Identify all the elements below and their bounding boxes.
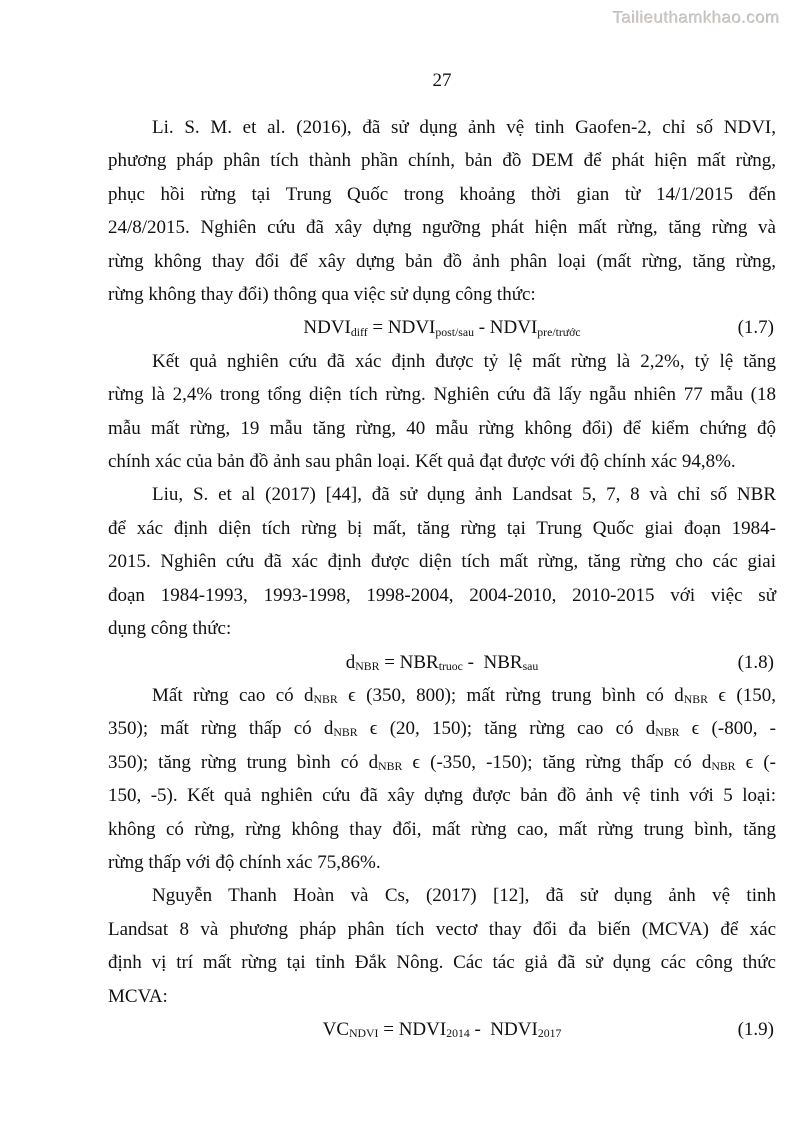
subscript: sau xyxy=(522,659,539,673)
subscript: diff xyxy=(350,325,368,339)
subscript: NBR xyxy=(313,693,338,707)
text-line: không có rừng, rừng không thay đổi, mất rừng cao, mất rừng trung bình, tăng xyxy=(108,818,776,840)
subscript: NBR xyxy=(333,726,358,740)
text-line: chính xác của bản đồ ảnh sau phân loại. Kết quả đạt được với độ chính xác 94,8%. xyxy=(108,451,736,473)
text-line: 350); mất rừng thấp có $d_{NBR}$ ϵ (20, 150); tăng rừng cao có $d_{NBR}$ ϵ (-800, - xyxy=(108,718,776,740)
text-line: Liu, S. et al (2017) [44], đã sử dụng ảnh Landsat 5, 7, 8 và chỉ số NBR xyxy=(152,484,776,506)
subscript: post/sau xyxy=(435,325,474,339)
text-line: Li. S. M. et al. (2016), đã sử dụng ảnh vệ tinh Gaofen-2, chỉ số NDVI, xyxy=(152,117,776,138)
text-line: 350); tăng rừng trung bình có $d_{NBR}$ ϵ (-350, -150); tăng rừng thấp có $d_{NBR}$ ϵ (- xyxy=(108,751,776,773)
subscript: 2014 xyxy=(446,1027,470,1041)
formula-vc-ndvi xyxy=(108,1013,776,1046)
text-line: đoạn 1984-1993, 1993-1998, 1998-2004, 2004-2010, 2010-2015 với việc sử xyxy=(108,584,776,606)
text-line: MCVA: xyxy=(108,985,168,1007)
page-number: 27 xyxy=(432,70,452,91)
text-block xyxy=(108,111,776,1046)
text-line: phục hồi rừng tại Trung Quốc trong khoảng thời gian từ 14/1/2015 đến xyxy=(108,183,776,205)
text-line: 150, -5). Kết quả nghiên cứu đã xây dựng được bản đồ ảnh vệ tinh với 5 loại: xyxy=(108,785,776,807)
text-line: rừng không thay đổi) thông qua việc sử dụng công thức: xyxy=(108,284,536,306)
text-line: rừng không thay đổi để xây dựng bản đồ ảnh phân loại (mất rừng, tăng rừng, xyxy=(108,250,776,272)
text-line: để xác định diện tích rừng bị mất, tăng rừng tại Trung Quốc giai đoạn 1984- xyxy=(108,517,776,539)
formula-number: (1.8) xyxy=(737,651,774,673)
text-line: Mất rừng cao có $d_{NBR}$ ϵ (350, 800); mất rừng trung bình có $d_{NBR}$ ϵ (150, xyxy=(152,684,776,707)
formula-number: (1.7) xyxy=(737,317,774,339)
subscript: NBR xyxy=(711,759,736,773)
text-line: Nguyễn Thanh Hoàn và Cs, (2017) [12], đã sử dụng ảnh vệ tinh xyxy=(152,885,776,907)
formula-dnbr xyxy=(108,646,776,679)
text-line: 24/8/2015. Nghiên cứu đã xây dựng ngưỡng phát hiện mất rừng, tăng rừng và xyxy=(108,217,776,239)
subscript: 2017 xyxy=(537,1027,562,1041)
text-line: Landsat 8 và phương pháp phân tích vectơ thay đổi đa biến (MCVA) để xác xyxy=(108,918,776,940)
text-line: mẫu mất rừng, 19 mẫu tăng rừng, 40 mẫu rừng không đổi) để kiểm chứng độ xyxy=(108,417,776,439)
subscript: NBR xyxy=(683,693,708,707)
subscript: NBR xyxy=(355,659,380,673)
text-line: Kết quả nghiên cứu đã xác định được tỷ lệ mất rừng là 2,2%, tỷ lệ tăng xyxy=(152,350,776,372)
subscript: NBR xyxy=(378,759,403,773)
text-line: phương pháp phân tích thành phần chính, bản đồ DEM để phát hiện mất rừng, xyxy=(108,150,776,172)
subscript: pre/trước xyxy=(537,325,581,339)
watermark: Tailieuthamkhao.com xyxy=(612,8,780,27)
text-line: rừng là 2,4% trong tổng diện tích rừng. Nghiên cứu đã lấy ngẫu nhiên 77 mẫu (18 xyxy=(108,384,776,406)
text-line: định vị trí mất rừng tại tỉnh Đắk Nông. Các tác giả đã sử dụng các công thức xyxy=(108,952,776,974)
formula-number: (1.9) xyxy=(737,1018,774,1040)
formula-expression: $NDVI_{diff}$ = $NDVI_{post/sau}$ - $NDVI_{pre/trước}$ xyxy=(303,317,581,339)
subscript: NBR xyxy=(655,726,680,740)
subscript: truoc xyxy=(438,659,463,673)
formula-expression: $d_{NBR} = NBR_{truoc} - NBR_{sau}$ xyxy=(345,651,539,673)
formula-expression: $VC_{NDVI}$ = $NDVI_{2014}$ - $NDVI_{2017}$ xyxy=(322,1018,562,1041)
text-line: dụng công thức: xyxy=(108,618,232,640)
text-line: rừng thấp với độ chính xác 75,86%. xyxy=(108,851,381,873)
formula-ndvi-diff xyxy=(108,311,776,344)
text-line: 2015. Nghiên cứu đã xác định được diện tích mất rừng, tăng rừng cho các giai xyxy=(108,551,776,573)
subscript: NDVI xyxy=(349,1027,379,1041)
